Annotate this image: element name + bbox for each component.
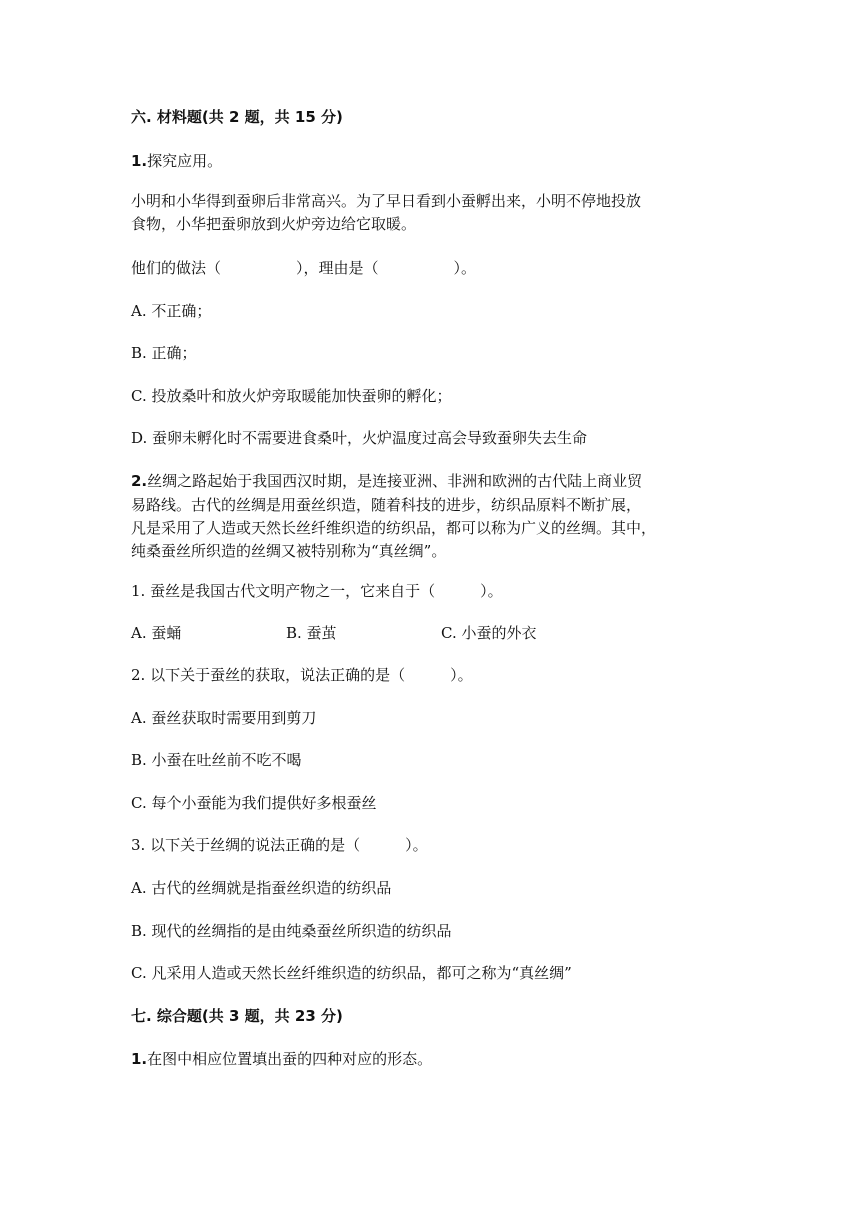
question-title: 探究应用。 xyxy=(147,152,223,170)
option-c: C. 小蚕的外衣 xyxy=(441,624,537,642)
question-1 xyxy=(131,1048,432,1070)
question-text: 在图中相应位置填出蚕的四种对应的形态。 xyxy=(147,1050,433,1068)
option-a: A. 不正确； xyxy=(131,302,212,320)
question-2-paragraph-line-2: 易路线。古代的丝绸是用蚕丝织造，随着科技的进步，纺织品原料不断扩展， xyxy=(131,496,642,514)
option-a: A. 古代的丝绸就是指蚕丝织造的纺织品 xyxy=(131,879,392,897)
sub-question-1-prompt: 1. 蚕丝是我国古代文明产物之一，它来自于（ ）。 xyxy=(131,582,503,600)
question-1-paragraph-line-2: 食物，小华把蚕卵放到火炉旁边给它取暖。 xyxy=(131,215,417,233)
option-c: C. 投放桑叶和放火炉旁取暖能加快蚕卵的孵化； xyxy=(131,387,452,405)
question-1-paragraph-line-1: 小明和小华得到蚕卵后非常高兴。为了早日看到小蚕孵出来，小明不停地投放 xyxy=(131,192,642,210)
question-number: 1. xyxy=(131,1050,148,1068)
sub-question-2-prompt: 2. 以下关于蚕丝的获取，说法正确的是（ ）。 xyxy=(131,666,473,684)
section-7-heading: 七. 综合题(共 3 题，共 23 分) xyxy=(131,1007,343,1025)
question-2-paragraph-line-1: 2.丝绸之路起始于我国西汉时期，是连接亚洲、非洲和欧洲的古代陆上商业贸 xyxy=(131,472,643,490)
question-number: 1. xyxy=(131,152,148,170)
option-b: B. 小蚕在吐丝前不吃不喝 xyxy=(131,751,302,769)
question-2-paragraph-line-4: 纯桑蚕丝所织造的丝绸又被特别称为“真丝绸”。 xyxy=(131,542,447,560)
option-c: C. 凡采用人造或天然长丝纤维织造的纺织品，都可之称为“真丝绸” xyxy=(131,964,572,982)
question-number: 2. xyxy=(131,472,148,490)
option-a: A. 蚕蛹 xyxy=(131,624,182,642)
section-6-heading: 六. 材料题(共 2 题，共 15 分) xyxy=(131,108,343,126)
option-c: C. 每个小蚕能为我们提供好多根蚕丝 xyxy=(131,794,377,812)
sub-question-3-prompt: 3. 以下关于丝绸的说法正确的是（ ）。 xyxy=(131,836,428,854)
option-b: B. 蚕茧 xyxy=(286,624,337,642)
question-1-prompt: 他们的做法（ ），理由是（ ）。 xyxy=(131,259,477,277)
option-b: B. 正确； xyxy=(131,344,197,362)
option-b: B. 现代的丝绸指的是由纯桑蚕丝所织造的纺织品 xyxy=(131,922,452,940)
question-1 xyxy=(131,150,222,172)
option-d: D. 蚕卵未孵化时不需要进食桑叶，火炉温度过高会导致蚕卵失去生命 xyxy=(131,429,588,447)
option-a: A. 蚕丝获取时需要用到剪刀 xyxy=(131,709,317,727)
question-2-paragraph-line-3: 凡是采用了人造或天然长丝纤维织造的纺织品，都可以称为广义的丝绸。其中， xyxy=(131,519,657,537)
sub-question-1-options xyxy=(131,622,536,644)
